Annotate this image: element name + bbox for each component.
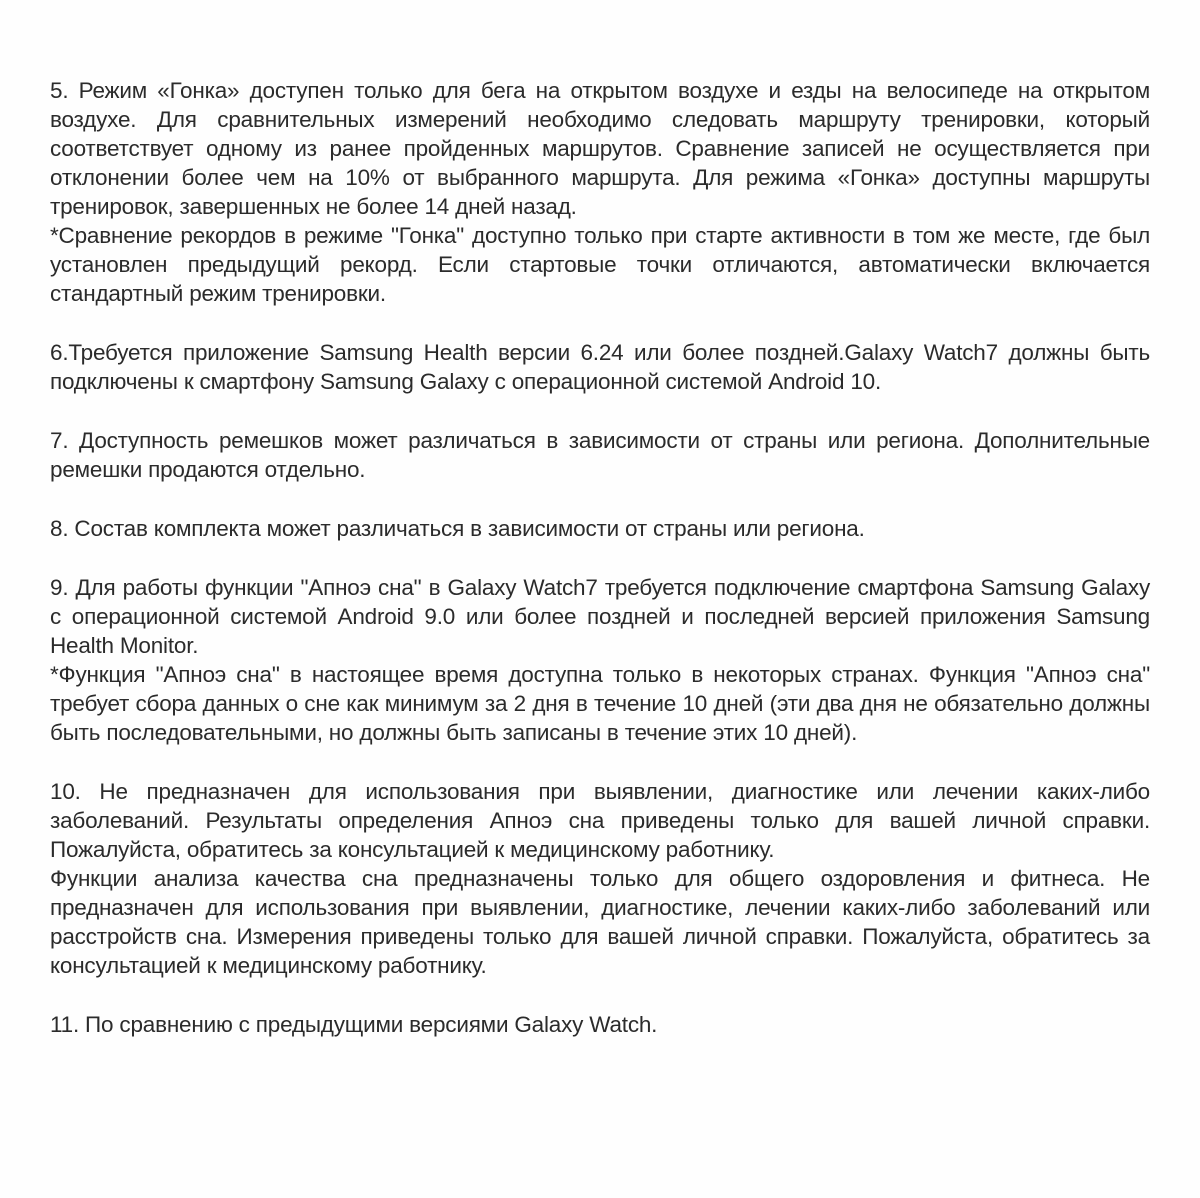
footnote-item-5 [50, 76, 1150, 308]
footnote-5-asterisk-note: *Сравнение рекордов в режиме "Гонка" доступно только при старте активности в том же месте, где был установлен предыдущий рекорд. Если стартовые точки отличаются, автоматически включается стандартный режим тренировки. [50, 223, 1150, 306]
footnote-9-asterisk-note: *Функция "Апноэ сна" в настоящее время доступна только в некоторых странах. Функция "Апноэ сна" требует сбора данных о сне как минимум за 2 дня в течение 10 дней (эти два дня не обязательно должны быть последовательными, но должны быть записаны в течение этих 10 дней). [50, 662, 1150, 745]
footnote-6-text: 6.Требуется приложение Samsung Health версии 6.24 или более поздней.Galaxy Watch7 должны быть подключены к смартфону Samsung Galaxy с операционной системой Android 10. [50, 340, 1150, 394]
footnote-item-10 [50, 777, 1150, 980]
footnote-7-text: 7. Доступность ремешков может различаться в зависимости от страны или региона. Дополнительные ремешки продаются отдельно. [50, 428, 1150, 482]
footnote-10-text: 10. Не предназначен для использования при выявлении, диагностике или лечении каких-либо заболеваний. Результаты определения Апноэ сна приведены только для вашей личной справки. Пожалуйста, обратитесь за консультацией к медицинскому работнику. [50, 779, 1150, 862]
footnote-item-8 [50, 514, 1150, 543]
footnote-8-text: 8. Состав комплекта может различаться в зависимости от страны или региона. [50, 516, 865, 541]
footnote-item-9 [50, 573, 1150, 747]
footnote-5-text: 5. Режим «Гонка» доступен только для бега на открытом воздухе и езды на велосипеде на открытом воздухе. Для сравнительных измерений необходимо следовать маршруту тренировки, который соответствует одному из ранее пройденных маршрутов. Сравнение записей не осуществляется при отклонении более чем на 10% от выбранного маршрута. Для режима «Гонка» доступны маршруты тренировок, завершенных не более 14 дней назад. [50, 78, 1150, 219]
footnote-item-11 [50, 1010, 1150, 1039]
footnote-item-6 [50, 338, 1150, 396]
footnote-item-7 [50, 426, 1150, 484]
footnote-11-text: 11. По сравнению с предыдущими версиями Galaxy Watch. [50, 1012, 658, 1037]
footnote-9-text: 9. Для работы функции "Апноэ сна" в Galaxy Watch7 требуется подключение смартфона Samsung Galaxy с операционной системой Android 9.0 или более поздней и последней версией приложения Samsung Health Monitor. [50, 575, 1150, 658]
footnote-10-extra-text: Функции анализа качества сна предназначены только для общего оздоровления и фитнеса. Не предназначен для использования при выявлении, диагностике, лечении каких-либо заболеваний или расстройств сна. Измерения приведены только для вашей личной справки. Пожалуйста, обратитесь за консультацией к медицинскому работнику. [50, 866, 1150, 978]
